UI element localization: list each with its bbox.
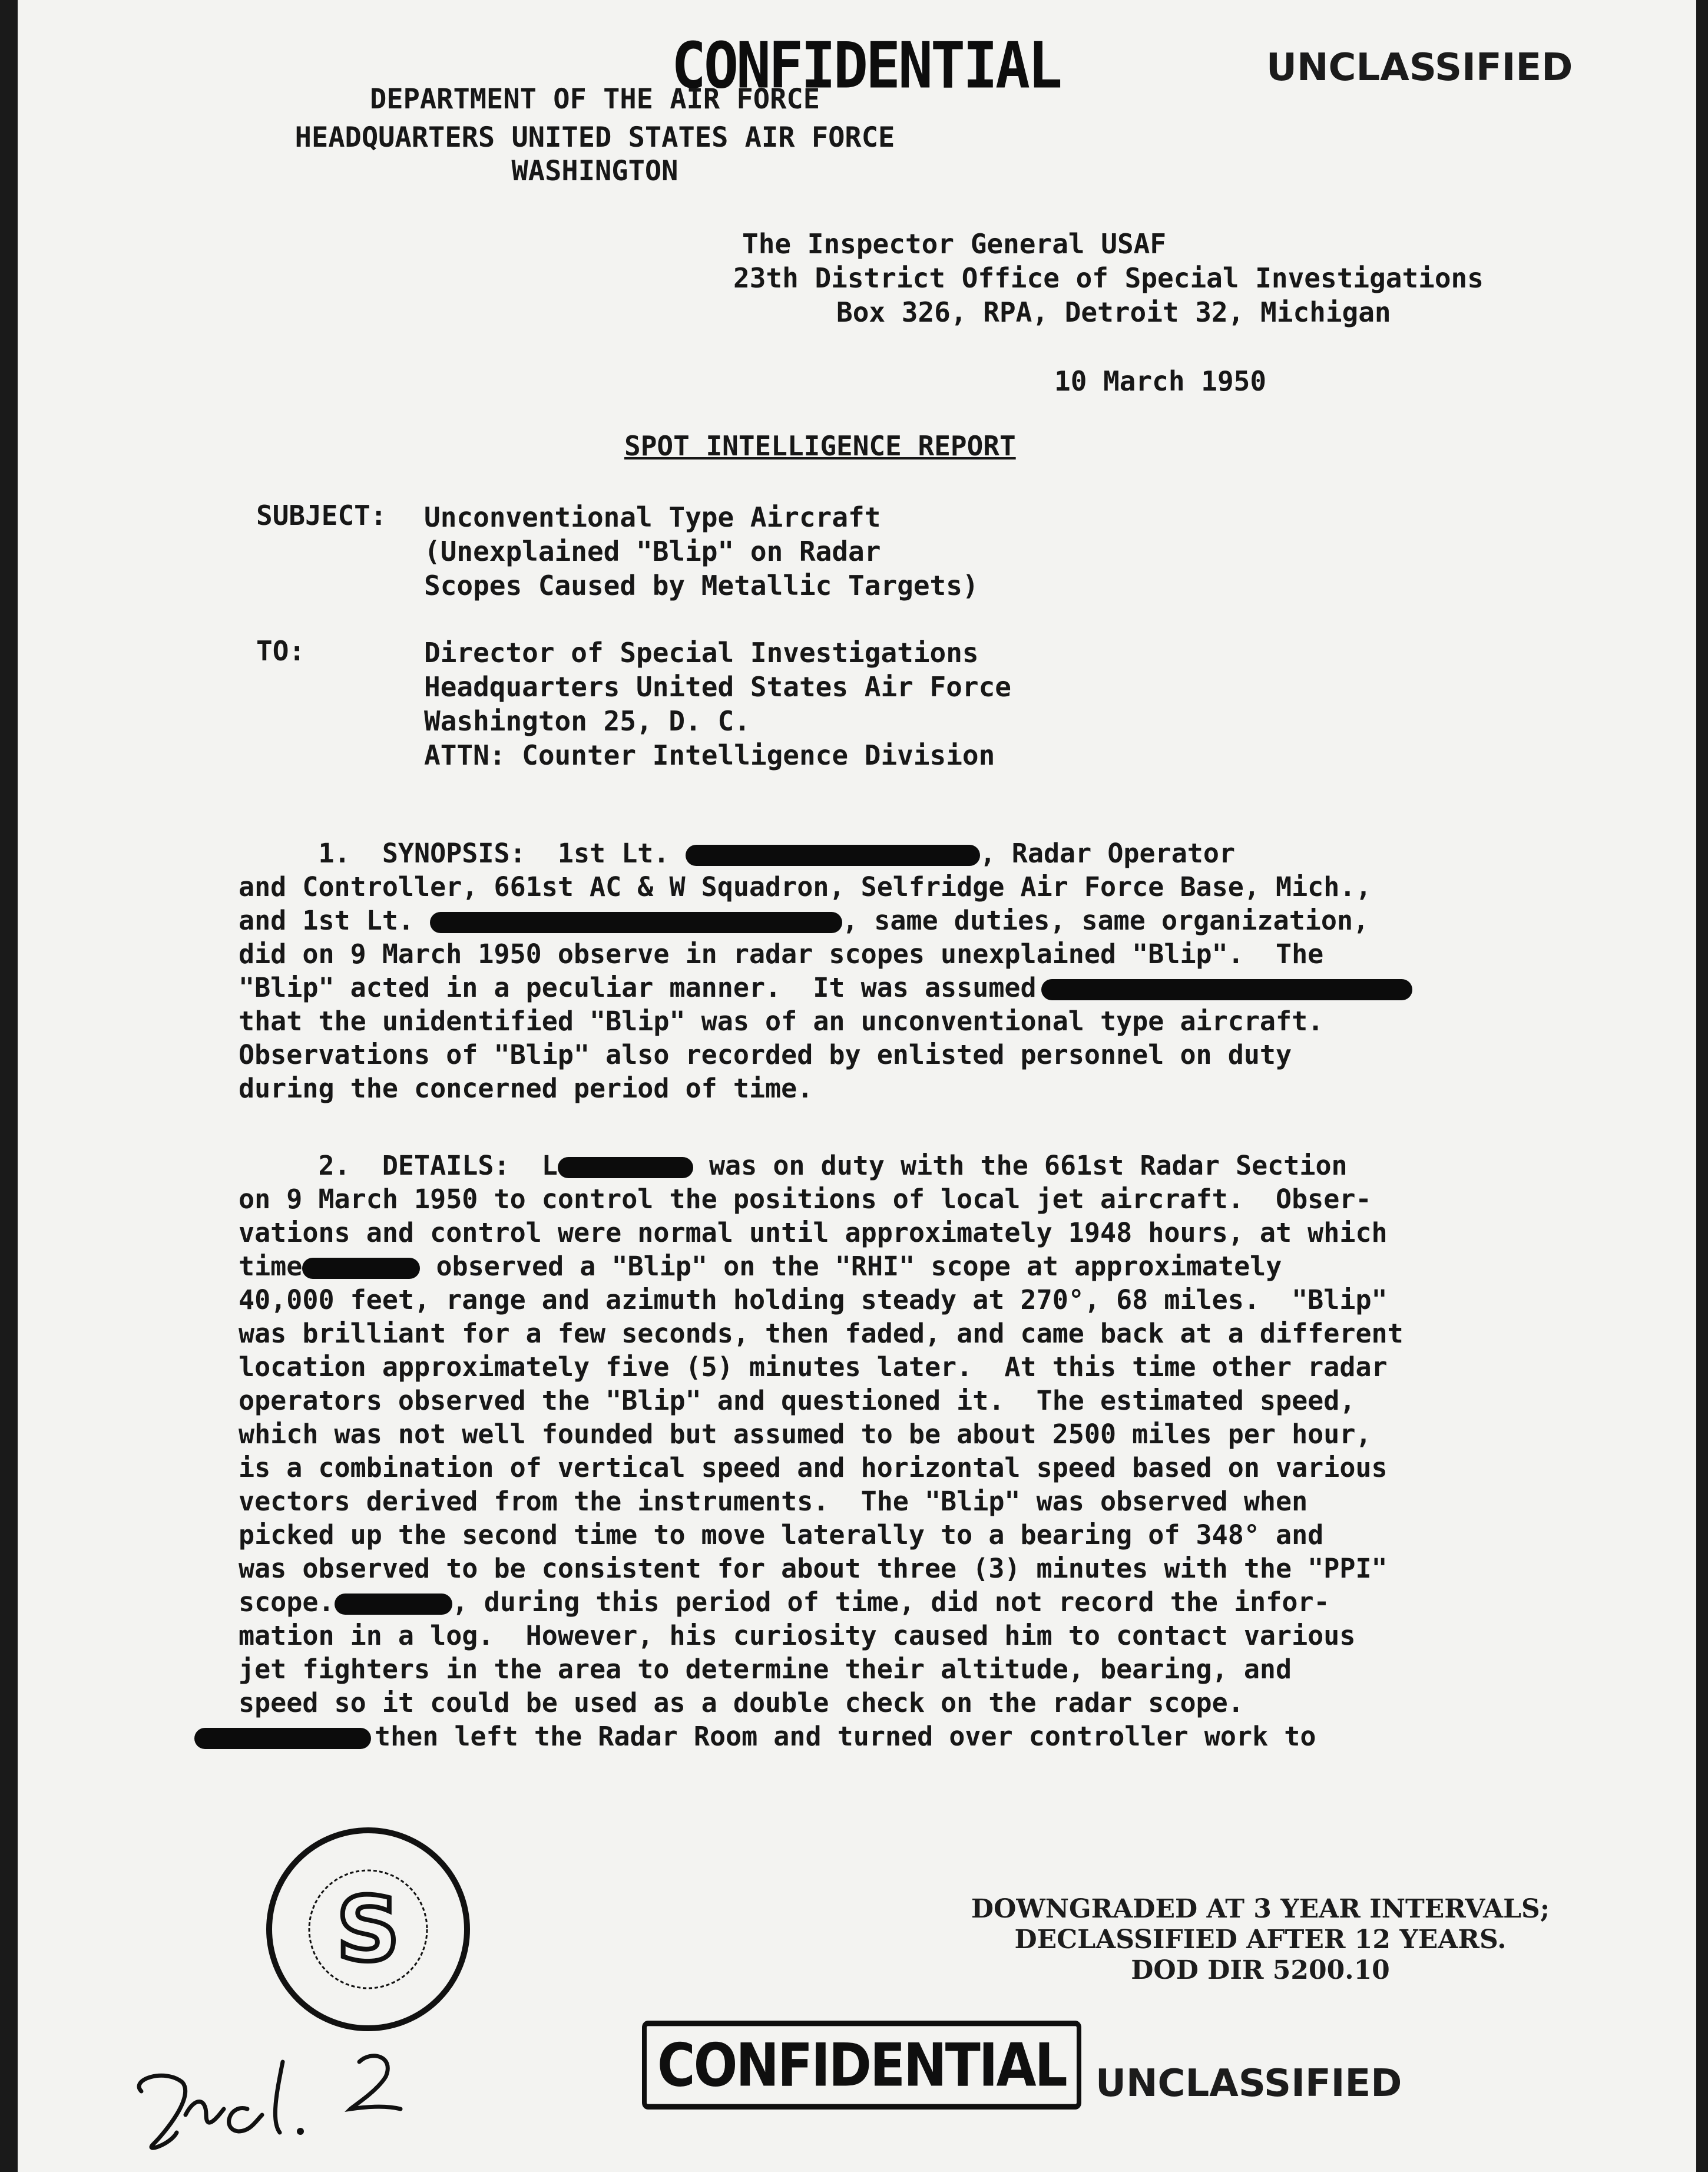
redaction-bar	[558, 1157, 693, 1178]
downgrade-line-2: DECLASSIFIED AFTER 12 YEARS.	[1014, 1925, 1507, 1955]
redaction-bar	[194, 1728, 371, 1749]
letterhead-department: DEPARTMENT OF THE AIR FORCE	[369, 83, 820, 115]
details-line-9: which was not well founded but assumed to be about 2500 miles per hour,	[239, 1419, 1372, 1450]
to-line-3: Washington 25, D. C.	[424, 705, 750, 737]
report-title: SPOT INTELLIGENCE REPORT	[624, 430, 1016, 462]
details-line-8: operators observed the "Blip" and questioned it. The estimated speed,	[239, 1385, 1356, 1416]
confidential-stamp-bottom: CONFIDENTIAL	[642, 2021, 1081, 2110]
details-line-11: vectors derived from the instruments. The "Blip" was observed when	[239, 1486, 1308, 1517]
details-line-5: 40,000 feet, range and azimuth holding steady at 270°, 68 miles. "Blip"	[239, 1284, 1388, 1315]
synopsis-line-4: did on 9 March 1950 observe in radar scopes unexplained "Blip". The	[239, 938, 1324, 970]
letterhead-city: WASHINGTON	[511, 155, 678, 187]
to-line-2: Headquarters United States Air Force	[424, 671, 1011, 703]
downgrade-line-1: DOWNGRADED AT 3 YEAR INTERVALS;	[971, 1894, 1550, 1924]
seal-letter: S	[336, 1879, 400, 1981]
downgrade-notice	[925, 1894, 1596, 1986]
synopsis-line-8: during the concerned period of time.	[239, 1073, 813, 1104]
redaction-bar	[335, 1594, 452, 1615]
to-line-4: ATTN: Counter Intelligence Division	[424, 739, 995, 771]
document-page	[18, 0, 1696, 2172]
details-line-7: location approximately five (5) minutes later. At this time other radar	[239, 1351, 1388, 1383]
subject-line-2: (Unexplained "Blip" on Radar	[424, 535, 881, 567]
confidential-stamp-top: CONFIDENTIAL	[671, 29, 1061, 103]
redaction-bar	[302, 1258, 420, 1279]
unclassified-stamp-bottom: UNCLASSIFIED	[1095, 2062, 1402, 2105]
synopsis-line-5: "Blip" acted in a peculiar manner. It was assumed	[239, 971, 1493, 1004]
letterhead-hq: HEADQUARTERS UNITED STATES AIR FORCE	[294, 121, 895, 154]
subject-line-3: Scopes Caused by Metallic Targets)	[424, 570, 979, 601]
redaction-bar	[686, 845, 980, 866]
details-line-18: then left the Radar Room and turned over controller work to	[194, 1720, 1449, 1753]
subject-line-1: Unconventional Type Aircraft	[424, 501, 881, 533]
downgrade-line-3: DOD DIR 5200.10	[1131, 1955, 1390, 1985]
details-line-4: time observed a "Blip" on the "RHI" scope at approximately	[239, 1251, 1282, 1282]
details-line-1: 2. DETAILS: L was on duty with the 661st Radar Section	[239, 1150, 1348, 1181]
details-line-14: scope. , during this period of time, did not record the infor-	[239, 1586, 1330, 1618]
details-line-6: was brilliant for a few seconds, then faded, and came back at a different	[239, 1318, 1404, 1349]
report-date: 10 March 1950	[1054, 365, 1267, 397]
security-seal-stamp	[262, 1823, 474, 2035]
redaction-bar	[1041, 979, 1412, 1000]
synopsis-line-3: and 1st Lt. , same duties, same organization,	[239, 905, 1369, 936]
details-line-2: on 9 March 1950 to control the positions of local jet aircraft. Obser-	[239, 1183, 1372, 1215]
unclassified-stamp-top: UNCLASSIFIED	[1266, 46, 1573, 90]
details-line-17: speed so it could be used as a double check on the radar scope.	[239, 1687, 1244, 1718]
office-line-2: 23th District Office of Special Investigations	[733, 262, 1484, 294]
handwritten-annotation	[18, 2026, 442, 2168]
details-line-10: is a combination of vertical speed and horizontal speed based on various	[239, 1452, 1388, 1483]
to-line-1: Director of Special Investigations	[424, 637, 979, 669]
synopsis-line-2: and Controller, 661st AC & W Squadron, Selfridge Air Force Base, Mich.,	[239, 871, 1372, 902]
details-line-12: picked up the second time to move laterally to a bearing of 348° and	[239, 1519, 1324, 1551]
details-line-16: jet fighters in the area to determine their altitude, bearing, and	[239, 1654, 1292, 1685]
details-line-15: mation in a log. However, his curiosity caused him to contact various	[239, 1620, 1356, 1651]
to-label: TO:	[256, 635, 306, 667]
office-line-3: Box 326, RPA, Detroit 32, Michigan	[836, 296, 1391, 328]
synopsis-line-6: that the unidentified "Blip" was of an unconventional type aircraft.	[239, 1006, 1324, 1037]
synopsis-line-1: 1. SYNOPSIS: 1st Lt. , Radar Operator	[239, 838, 1236, 869]
details-line-13: was observed to be consistent for about three (3) minutes with the "PPI"	[239, 1553, 1388, 1584]
details-line-3: vations and control were normal until approximately 1948 hours, at which	[239, 1217, 1388, 1248]
office-line-1: The Inspector General USAF	[742, 228, 1167, 260]
synopsis-line-7: Observations of "Blip" also recorded by enlisted personnel on duty	[239, 1039, 1292, 1070]
subject-label: SUBJECT:	[256, 500, 387, 531]
redaction-bar	[430, 912, 842, 933]
